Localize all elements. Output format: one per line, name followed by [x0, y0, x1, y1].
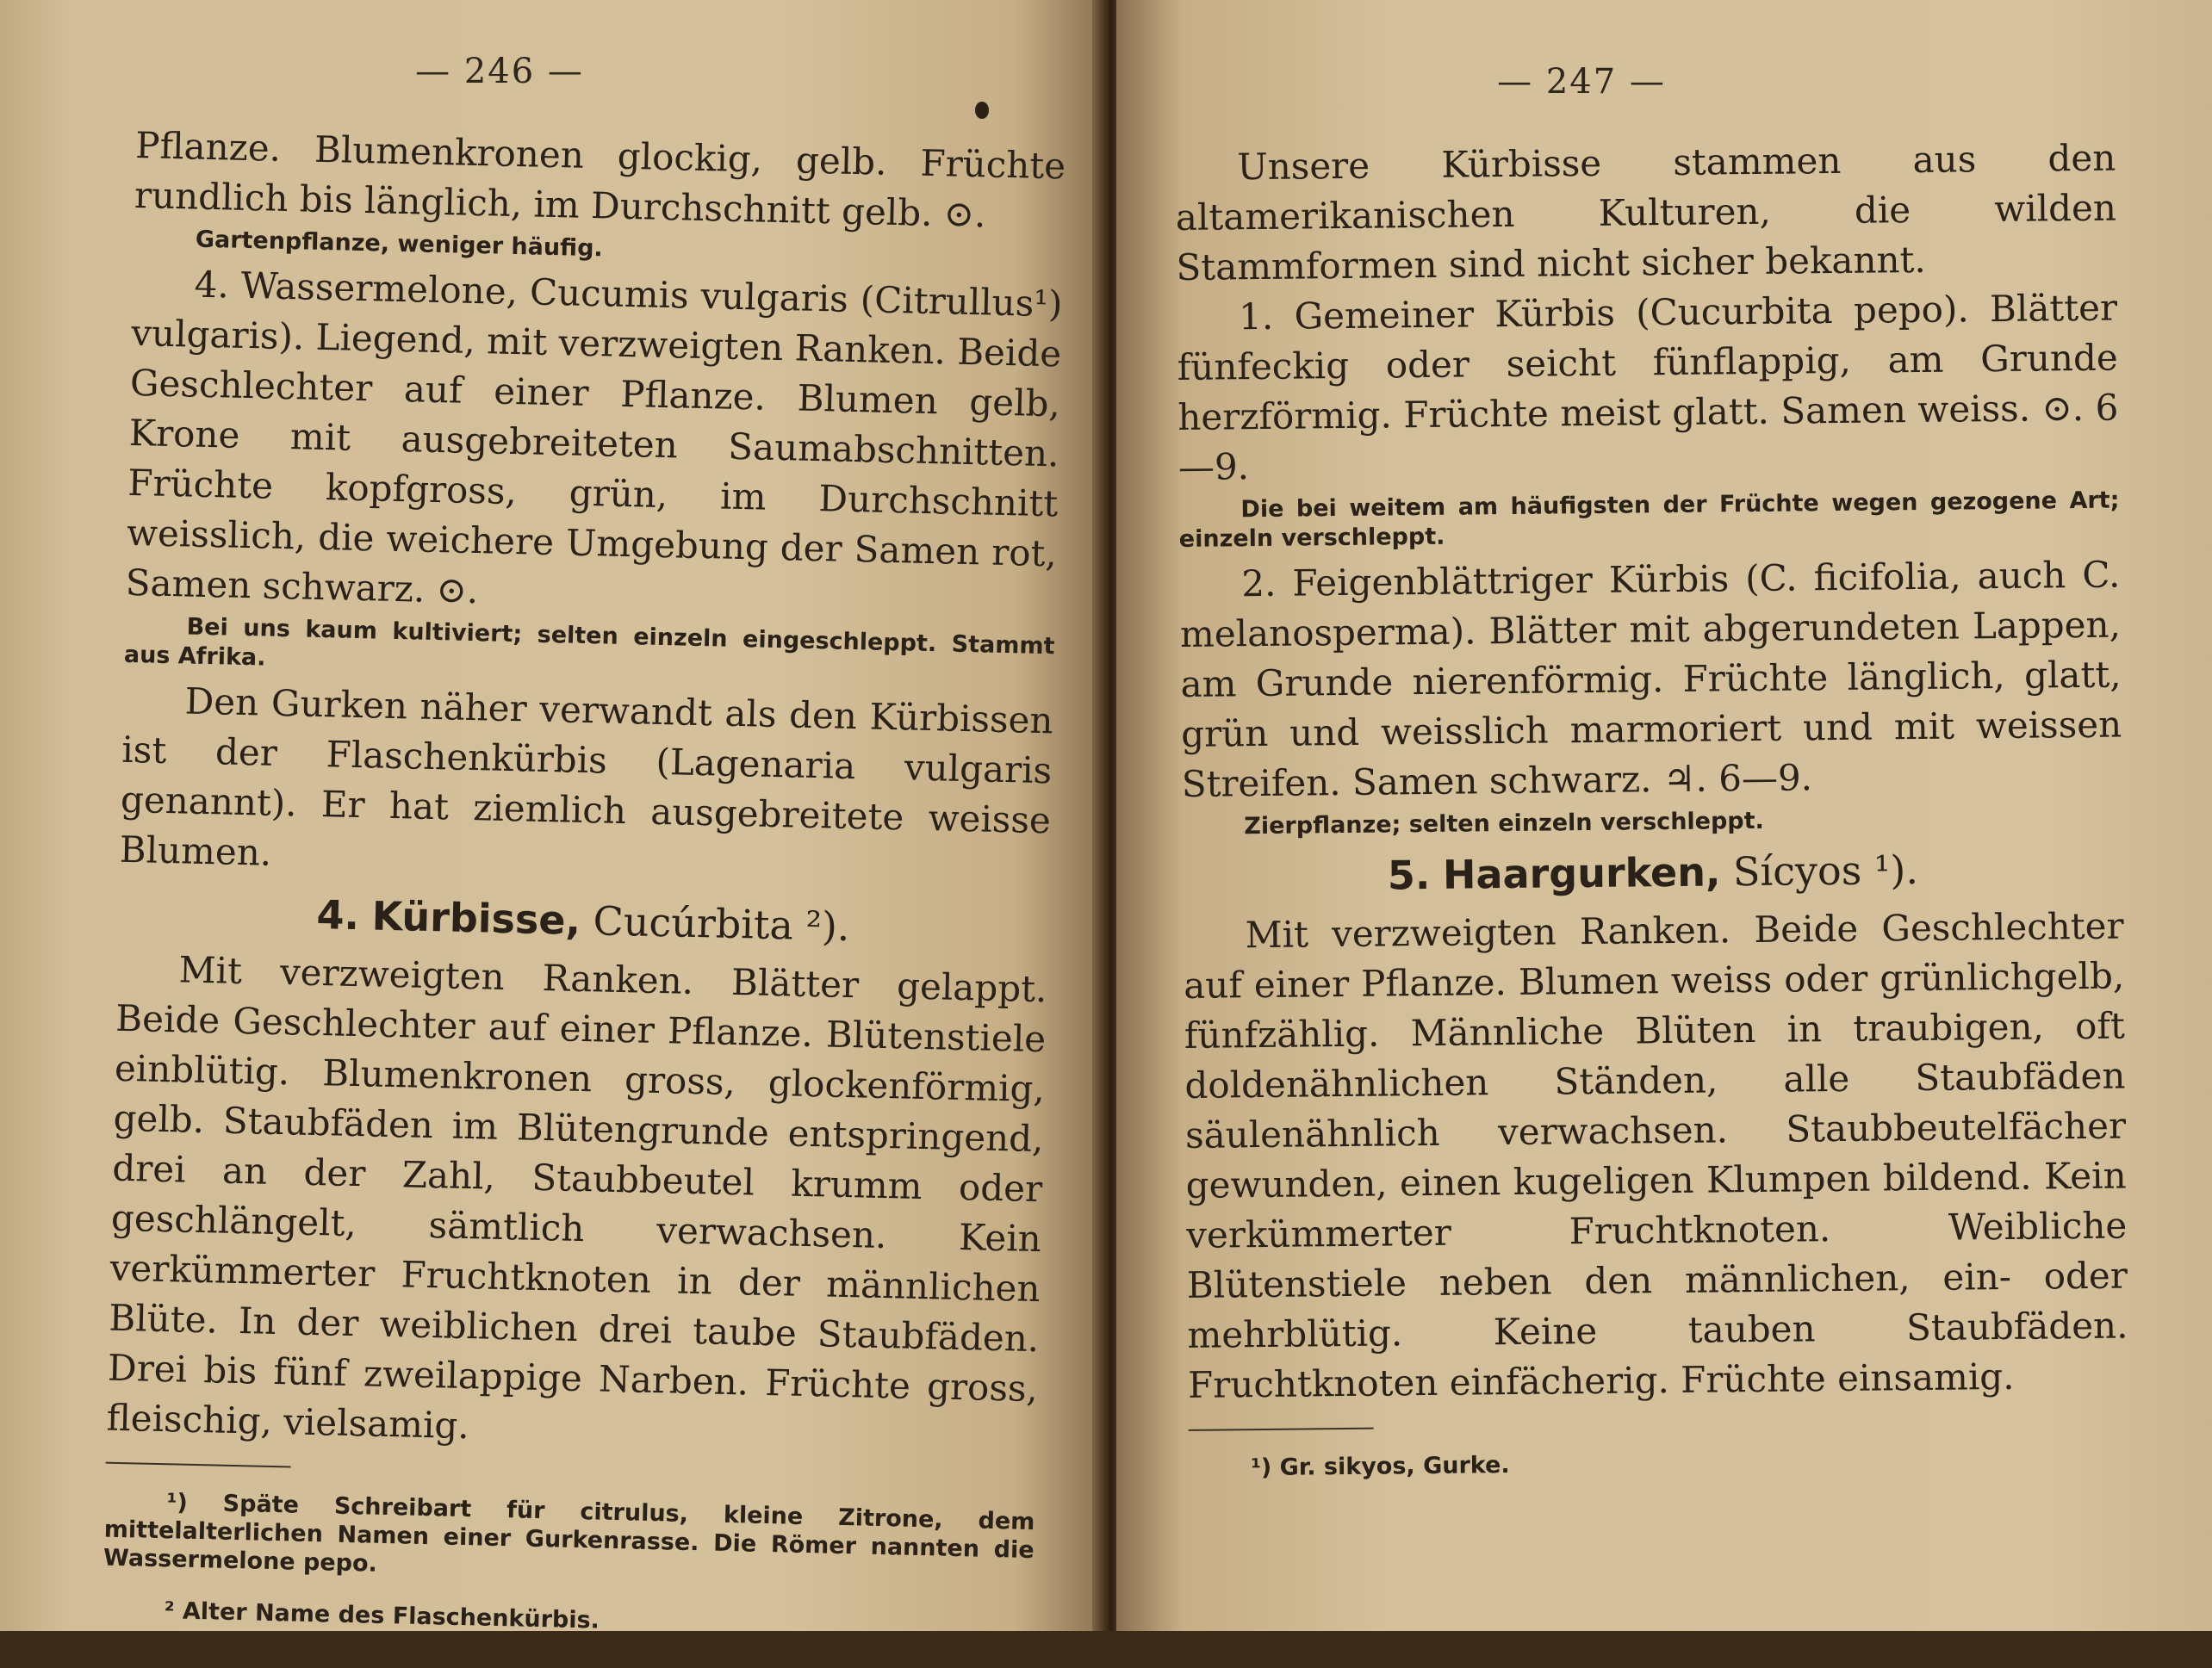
heading-name: Kürbisse,: [371, 892, 581, 944]
heading-latin: Cucúrbita ²).: [593, 897, 851, 951]
right-page: [1116, 0, 2212, 1631]
paragraph: Mit verzweigten Ranken. Beide Geschlechter auf einer Pflanze. Blumen weiss oder grünlichgelb, fünfzählig. Männliche Blüten in traubigen, oft doldenähnlichen Ständen, alle Staubfäden säulenähnlich verwachsen. Staubbeutelfächer gewunden, einen kugeligen Klumpen bildend. Kein verkümmerter Fruchtknoten. Weibliche Blütenstiele neben den männlichen, ein- oder mehrblütig. Keine tauben Staubfäden. Fruchtknoten einfächerig. Früchte einsamig.: [1183, 904, 2128, 1406]
page-number: — 246 —: [415, 52, 584, 91]
right-text-block: [1175, 133, 2130, 1506]
heading-latin: Sícyos ¹).: [1732, 846, 1919, 896]
paragraph: Mit verzweigten Ranken. Blätter gelappt. Beide Geschlechter auf einer Pflanze. Blütenstiele einblütig. Blumenkronen gross, glockenförmig, gelb. Staubfäden im Blütengrunde entspringend, drei an der Zahl, Staubbeutel krumm oder geschlängelt, sämtlich verwachsen. Kein verkümmerter Fruchtknoten in der männlichen Blüte. In der weiblichen drei taube Staubfäden. Drei bis fünf zweilappige Narben. Früchte gross, fleischig, vielsamig.: [106, 948, 1047, 1448]
left-text-block: [102, 121, 1066, 1668]
paragraph: Den Gurken näher verwandt als den Kürbissen ist der Flaschenkürbis (Lagenaria vulgaris genannt). Er hat ziemlich ausgebreitete weisse Blumen.: [119, 679, 1054, 874]
heading-number: 4.: [315, 890, 360, 939]
page-number: — 247 —: [1497, 62, 1666, 102]
footnote: ¹) Späte Schreibart für citrulus, kleine Zitrone, dem mittelalterlichen Namen einer Gurkenrasse. Die Römer nannten die Wassermelone pepo.: [103, 1489, 1035, 1578]
note: Zierpflanze; selten einzeln verschleppt.: [1244, 807, 1764, 840]
note: Die bei weitem am häufigsten der Früchte wegen gezogene Art; einzeln verschleppt.: [1178, 487, 2120, 553]
paragraph: 1. Gemeiner Kürbis (Cucurbita pepo). Blätter fünfeckig oder seicht fünflappig, am Grunde herzförmig. Früchte meist glatt. Samen weiss. ⊙. 6—9.: [1177, 286, 2119, 488]
paragraph: Unsere Kürbisse stammen aus den altamerikanischen Kulturen, die wilden Stammformen sind nicht sicher bekannt.: [1175, 136, 2117, 288]
footnote: ¹) Gr. sikyos, Gurke.: [1250, 1452, 1510, 1482]
heading-name: Haargurken,: [1442, 848, 1721, 898]
ink-spot: [975, 102, 989, 119]
paragraph: Pflanze. Blumenkronen glockig, gelb. Früchte rundlich bis länglich, im Durchschnitt gelb. ⊙.: [134, 123, 1066, 236]
paragraph: 2. Feigenblättriger Kürbis (C. ficifolia, auch C. melanosperma). Blätter mit abgerundeten Lappen, am Grunde nierenförmig. Früchte länglich, glatt, grün und weisslich marmoriert und mit weissen Streifen. Samen schwarz. ♃. 6—9.: [1179, 553, 2122, 805]
note: Gartenpflanze, weniger häufig.: [195, 226, 604, 263]
heading-number: 5.: [1387, 851, 1431, 899]
footnote-rule: [1189, 1428, 1374, 1431]
note: Bei uns kaum kultiviert; selten einzeln eingeschleppt. Stammt aus Afrika.: [123, 613, 1055, 672]
left-page: [0, 0, 1103, 1634]
section-heading: [1183, 838, 2124, 908]
paragraph: 4. Wassermelone, Cucumis vulgaris (Citrullus¹) vulgaris). Liegend, mit verzweigten Ranken. Beide Geschlechter auf einer Pflanze. Blumen gelb, Krone mit ausgebreiteten Saumabschnitten. Früchte kopfgross, grün, im Durchschnitt weisslich, die weichere Umgebung der Samen rot, Samen schwarz. ⊙.: [125, 263, 1064, 612]
footnote: ² Alter Name des Flaschenkürbis.: [164, 1597, 600, 1634]
footnote-rule: [106, 1462, 291, 1468]
